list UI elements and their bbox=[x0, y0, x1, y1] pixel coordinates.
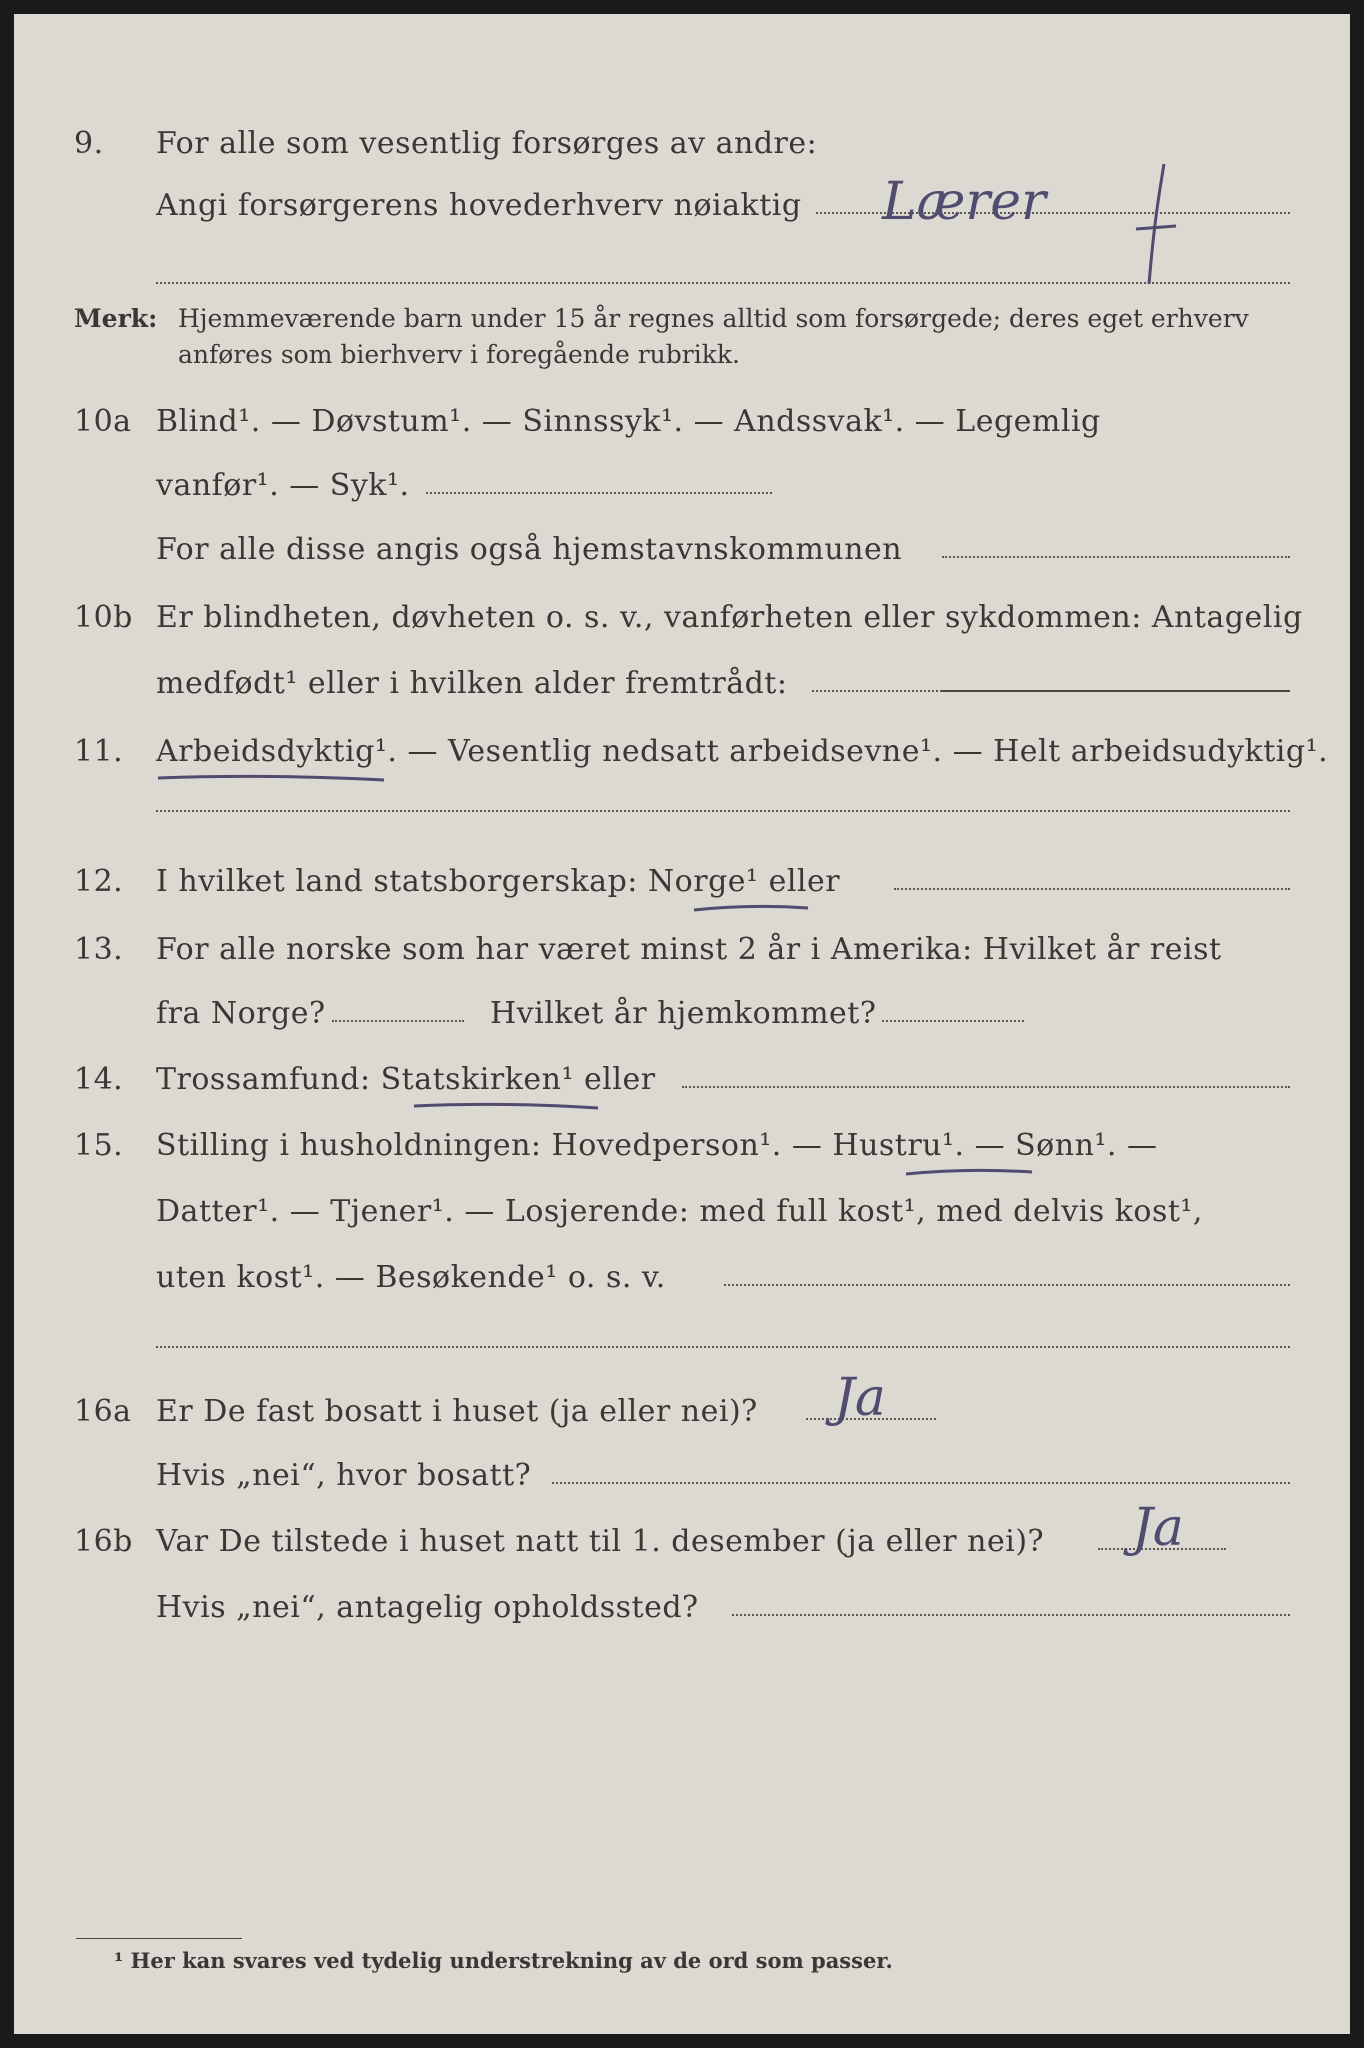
question-text: Hvis „nei“, hvor bosatt? bbox=[156, 1458, 532, 1493]
question-number: 10b bbox=[74, 600, 133, 635]
answer-line bbox=[812, 690, 942, 692]
question-number: 16a bbox=[74, 1394, 132, 1429]
handwritten-underline bbox=[156, 772, 386, 784]
note-text: anføres som bierhverv i foregående rubrikk. bbox=[178, 340, 740, 369]
question-text: Var De tilstede i huset natt til 1. desember (ja eller nei)? bbox=[156, 1524, 1045, 1559]
question-text: Trossamfund: Statskirken¹ eller bbox=[156, 1062, 656, 1097]
handwritten-underline bbox=[692, 902, 810, 914]
question-number: 13. bbox=[74, 932, 124, 967]
answer-line bbox=[942, 556, 1290, 558]
question-text: medfødt¹ eller i hvilken alder fremtrådt: bbox=[156, 666, 788, 701]
question-text: Datter¹. — Tjener¹. — Losjerende: med full kost¹, med delvis kost¹, bbox=[156, 1194, 1203, 1229]
handwritten-underline bbox=[904, 1166, 1034, 1178]
answer-line bbox=[332, 1020, 464, 1022]
question-text: Angi forsørgerens hovederhverv nøiaktig bbox=[156, 188, 802, 223]
answer-line bbox=[732, 1614, 1290, 1616]
question-number: 9. bbox=[74, 126, 104, 161]
question-number: 16b bbox=[74, 1524, 133, 1559]
answer-line bbox=[426, 492, 772, 494]
question-text: Arbeidsdyktig¹. — Vesentlig nedsatt arbeidsevne¹. — Helt arbeidsudyktig¹. bbox=[156, 734, 1329, 769]
question-text: Hvis „nei“, antagelig opholdssted? bbox=[156, 1590, 699, 1625]
question-number: 14. bbox=[74, 1062, 124, 1097]
note-text: Hjemmeværende barn under 15 år regnes alltid som forsørgede; deres eget erhverv bbox=[178, 304, 1249, 333]
question-number: 10a bbox=[74, 404, 132, 439]
question-number: 15. bbox=[74, 1128, 124, 1163]
answer-line bbox=[552, 1482, 1290, 1484]
handwritten-answer: Ja bbox=[1132, 1498, 1184, 1558]
question-text: Stilling i husholdningen: Hovedperson¹. — Hustru¹. — Sønn¹. — bbox=[156, 1128, 1158, 1163]
question-text: Hvilket år hjemkommet? bbox=[490, 996, 877, 1031]
handwritten-answer: Ja bbox=[834, 1368, 886, 1428]
handwritten-underline bbox=[412, 1100, 600, 1112]
handwritten-answer: Lærer bbox=[882, 172, 1046, 232]
answer-line bbox=[724, 1284, 1290, 1286]
answer-line bbox=[156, 1346, 1290, 1348]
question-text: For alle disse angis også hjemstavnskommunen bbox=[156, 532, 903, 567]
footnote: ¹ Her kan svares ved tydelig understrekning av de ord som passer. bbox=[114, 1948, 893, 1973]
footnote-rule bbox=[76, 1938, 242, 1939]
answer-line bbox=[156, 282, 1290, 284]
answer-line bbox=[156, 810, 1290, 812]
question-text: Er De fast bosatt i huset (ja eller nei)? bbox=[156, 1394, 758, 1429]
question-text: For alle som vesentlig forsørges av andre: bbox=[156, 126, 818, 161]
note-label: Merk: bbox=[74, 304, 158, 333]
question-text: fra Norge? bbox=[156, 996, 326, 1031]
question-text: Blind¹. — Døvstum¹. — Sinnssyk¹. — Andssvak¹. — Legemlig bbox=[156, 404, 1101, 439]
question-text: I hvilket land statsborgerskap: Norge¹ eller bbox=[156, 864, 841, 899]
census-form-page bbox=[14, 14, 1350, 2034]
answer-line bbox=[894, 888, 1290, 890]
question-text: For alle norske som har været minst 2 år i Amerika: Hvilket år reist bbox=[156, 932, 1222, 967]
question-text: uten kost¹. — Besøkende¹ o. s. v. bbox=[156, 1260, 666, 1295]
question-text: Er blindheten, døvheten o. s. v., vanførheten eller sykdommen: Antagelig bbox=[156, 600, 1303, 635]
question-number: 12. bbox=[74, 864, 124, 899]
answer-line bbox=[682, 1086, 1290, 1088]
answer-line bbox=[942, 690, 1290, 692]
answer-line bbox=[882, 1020, 1024, 1022]
question-number: 11. bbox=[74, 734, 124, 769]
question-text: vanfør¹. — Syk¹. bbox=[156, 468, 410, 503]
